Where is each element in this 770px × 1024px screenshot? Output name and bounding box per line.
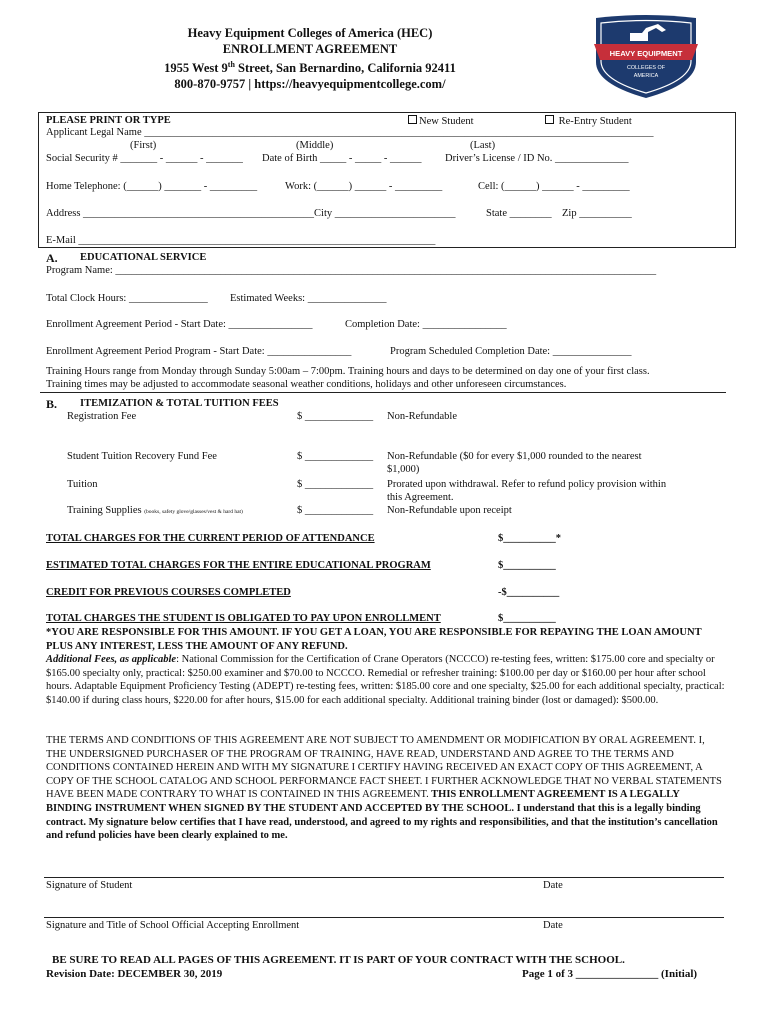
- terms-paragraph: THE TERMS AND CONDITIONS OF THIS AGREEMENT ARE NOT SUBJECT TO AMENDMENT OR MODIFICATION BY ORAL AGREEMENT. I, THE UNDERSIGNED PURCHASER OF THE PROGRAM OF TRAINING, HAVE READ, UNDERSTAND AND AGREE TO THE TERMS AND CONDITIONS CONTAINED HEREIN AND WITH MY SIGNATURE I CERTIFY HAVING RECEIVED AN EXACT COPY OF THIS AGREEMENT, A COPY OF THE SCHOOL CATALOG AND SCHOOL PERFORMANCE FACT SHEET. I FURTHER ACKNOWLEDGE THAT NO VERBAL STATEMENTS HAVE BEEN MADE CONTRARY TO WHAT IS CONTAINED IN THIS AGREEMENT. THIS ENROLLMENT AGREEMENT IS A LEGALLY BINDING INSTRUMENT WHEN SIGNED BY THE STUDENT AND ACCEPTED BY THE SCHOOL. I understand that this is a legally binding contract. My signature below certifies that I have read, understood, and agreed to my rights and responsibilities, and that the institution’s cancellation and refund policies have been clearly explained to me.: [46, 735, 722, 842]
- tuition-note-line1: Prorated upon withdrawal. Refer to refund policy provision within: [387, 479, 667, 490]
- student-signature-label: Signature of Student: [46, 880, 133, 891]
- legal-name-field[interactable]: Applicant Legal Name _________________________________________________________________________________________________: [46, 127, 654, 138]
- total-obligated-label: TOTAL CHARGES THE STUDENT IS OBLIGATED TO PAY UPON ENROLLMENT: [46, 613, 441, 624]
- logo-line2: COLLEGES OF: [626, 65, 666, 71]
- strf-note-line1: Non-Refundable ($0 for every $1,000 rounded to the nearest: [387, 451, 642, 462]
- ssn-field[interactable]: Social Security # _______ - ______ - _______: [46, 153, 243, 164]
- new-student-checkbox[interactable]: [408, 115, 417, 124]
- reentry-student-label: Re-Entry Student: [558, 116, 632, 127]
- logo-line3: AMERICA: [633, 73, 659, 79]
- total-current-period-label: TOTAL CHARGES FOR THE CURRENT PERIOD OF ATTENDANCE: [46, 533, 375, 544]
- supplies-note: Non-Refundable upon receipt: [387, 505, 512, 516]
- license-field[interactable]: Driver’s License / ID No. ______________: [445, 153, 629, 164]
- read-all-pages-notice: BE SURE TO READ ALL PAGES OF THIS AGREEMENT. IT IS PART OF YOUR CONTRACT WITH THE SCHOOL.: [52, 954, 625, 966]
- last-name-caption: (Last): [470, 140, 496, 151]
- total-obligated-field[interactable]: $__________: [498, 613, 556, 624]
- hec-logo: [592, 14, 700, 100]
- page-number-initial[interactable]: Page 1 of 3 _______________ (Initial): [522, 968, 698, 980]
- student-signature-line[interactable]: [44, 877, 724, 878]
- home-phone-field[interactable]: Home Telephone: (______) _______ - _________: [46, 181, 258, 192]
- section-divider: [40, 392, 726, 393]
- email-field[interactable]: E-Mail ____________________________________________________________________: [46, 235, 436, 246]
- start-date-field[interactable]: Enrollment Agreement Period - Start Date: ________________: [46, 319, 313, 330]
- completion-date-field[interactable]: Completion Date: ________________: [345, 319, 507, 330]
- training-times-text: Training times may be adjusted to accommodate seasonal weather conditions, holidays and other unforeseen circumstances.: [46, 379, 567, 390]
- tuition-label: Tuition: [67, 479, 98, 490]
- school-name: Heavy Equipment Colleges of America (HEC): [187, 26, 433, 40]
- registration-fee-note: Non-Refundable: [387, 411, 457, 422]
- training-hours-text: Training Hours range from Monday through Sunday 5:00am – 7:00pm. Training hours and days to be determined on day one of your first class.: [46, 366, 650, 377]
- supplies-field[interactable]: $ _____________: [297, 505, 374, 516]
- zip-field[interactable]: Zip __________: [562, 208, 632, 219]
- cell-phone-field[interactable]: Cell: (______) ______ - _________: [478, 181, 630, 192]
- print-instruction: PLEASE PRINT OR TYPE: [46, 115, 171, 126]
- official-signature-line[interactable]: [44, 917, 724, 918]
- registration-fee-label: Registration Fee: [67, 411, 137, 422]
- additional-fees-paragraph: Additional Fees, as applicable: National Commission for the Certification of Crane Operators (NCCCO) re-testing fees, written: $175.00 core and specialty or $165.00 specialty only, practical: $250.00 examiner and $70.00 to NCCCO. Remedial or refresher training: $100.00 per day or $160.00 per hour after school hours. Adaptable Equipment Proficiency Testing (ADEPT) re-testing fees, written: $185.00 core and one specialty, $25.00 for each additional specialty, practical: $140.00 if during class hours, $220.00 for after hours, $15.00 for each additional specialty. Additional training binder (lost or damaged): $500.00.: [46, 654, 725, 706]
- section-b-letter: B.: [46, 397, 58, 411]
- middle-name-caption: (Middle): [296, 140, 334, 151]
- program-name-field[interactable]: Program Name: _______________________________________________________________________________________________________: [46, 265, 657, 276]
- state-field[interactable]: State ________: [486, 208, 552, 219]
- tuition-field[interactable]: $ _____________: [297, 479, 374, 490]
- work-phone-field[interactable]: Work: (______) ______ - _________: [285, 181, 443, 192]
- loan-responsibility-notice: *YOU ARE RESPONSIBLE FOR THIS AMOUNT. IF YOU GET A LOAN, YOU ARE RESPONSIBLE FOR REPAYING THE LOAN AMOUNT PLUS ANY INTEREST, LESS THE AMOUNT OF ANY REFUND.: [46, 627, 702, 652]
- reentry-student-checkbox[interactable]: [545, 115, 554, 124]
- school-address: 1955 West 9th Street, San Bernardino, California 92411: [164, 60, 456, 76]
- supplies-items: (books, safety glove/glasses/vest & hard hat): [144, 509, 243, 515]
- strf-label: Student Tuition Recovery Fund Fee: [67, 451, 217, 462]
- student-date-label: Date: [543, 880, 563, 891]
- strf-field[interactable]: $ _____________: [297, 451, 374, 462]
- new-student-option[interactable]: [408, 115, 474, 127]
- official-signature-label: Signature and Title of School Official Accepting Enrollment: [46, 920, 300, 931]
- registration-fee-field[interactable]: $ _____________: [297, 411, 374, 422]
- credit-previous-field[interactable]: -$__________: [498, 587, 560, 598]
- total-program-field[interactable]: $__________: [498, 560, 556, 571]
- program-start-date-field[interactable]: Enrollment Agreement Period Program - Start Date: ________________: [46, 346, 352, 357]
- school-contact: 800-870-9757 | https://heavyequipmentcollege.com/: [174, 76, 446, 91]
- logo-line1: HEAVY EQUIPMENT: [609, 49, 683, 58]
- supplies-label: Training Supplies (books, safety glove/glasses/vest & hard hat): [67, 505, 243, 516]
- section-a-letter: A.: [46, 251, 58, 265]
- section-b-title: ITEMIZATION & TOTAL TUITION FEES: [80, 398, 279, 409]
- total-program-label: ESTIMATED TOTAL CHARGES FOR THE ENTIRE EDUCATIONAL PROGRAM: [46, 560, 431, 571]
- estimated-weeks-field[interactable]: Estimated Weeks: _______________: [230, 293, 387, 304]
- revision-date: Revision Date: DECEMBER 30, 2019: [46, 968, 223, 980]
- first-name-caption: (First): [130, 140, 157, 151]
- official-date-label: Date: [543, 920, 563, 931]
- program-completion-date-field[interactable]: Program Scheduled Completion Date: _______________: [390, 346, 632, 357]
- document-header: [0, 26, 620, 92]
- reentry-student-option[interactable]: [545, 115, 632, 127]
- address-field[interactable]: Address ____________________________________________City _______________________: [46, 208, 456, 219]
- tuition-note-line2: this Agreement.: [387, 492, 454, 503]
- clock-hours-field[interactable]: Total Clock Hours: _______________: [46, 293, 208, 304]
- strf-note-line2: $1,000): [387, 464, 420, 475]
- new-student-label: New Student: [419, 116, 474, 127]
- credit-previous-label: CREDIT FOR PREVIOUS COURSES COMPLETED: [46, 587, 291, 598]
- section-a-title: EDUCATIONAL SERVICE: [80, 252, 207, 263]
- total-current-period-field[interactable]: $__________*: [498, 533, 561, 544]
- document-title: ENROLLMENT AGREEMENT: [222, 41, 398, 56]
- dob-field[interactable]: Date of Birth _____ - _____ - ______: [262, 153, 422, 164]
- additional-fees-label: Additional Fees, as applicable: [46, 654, 177, 665]
